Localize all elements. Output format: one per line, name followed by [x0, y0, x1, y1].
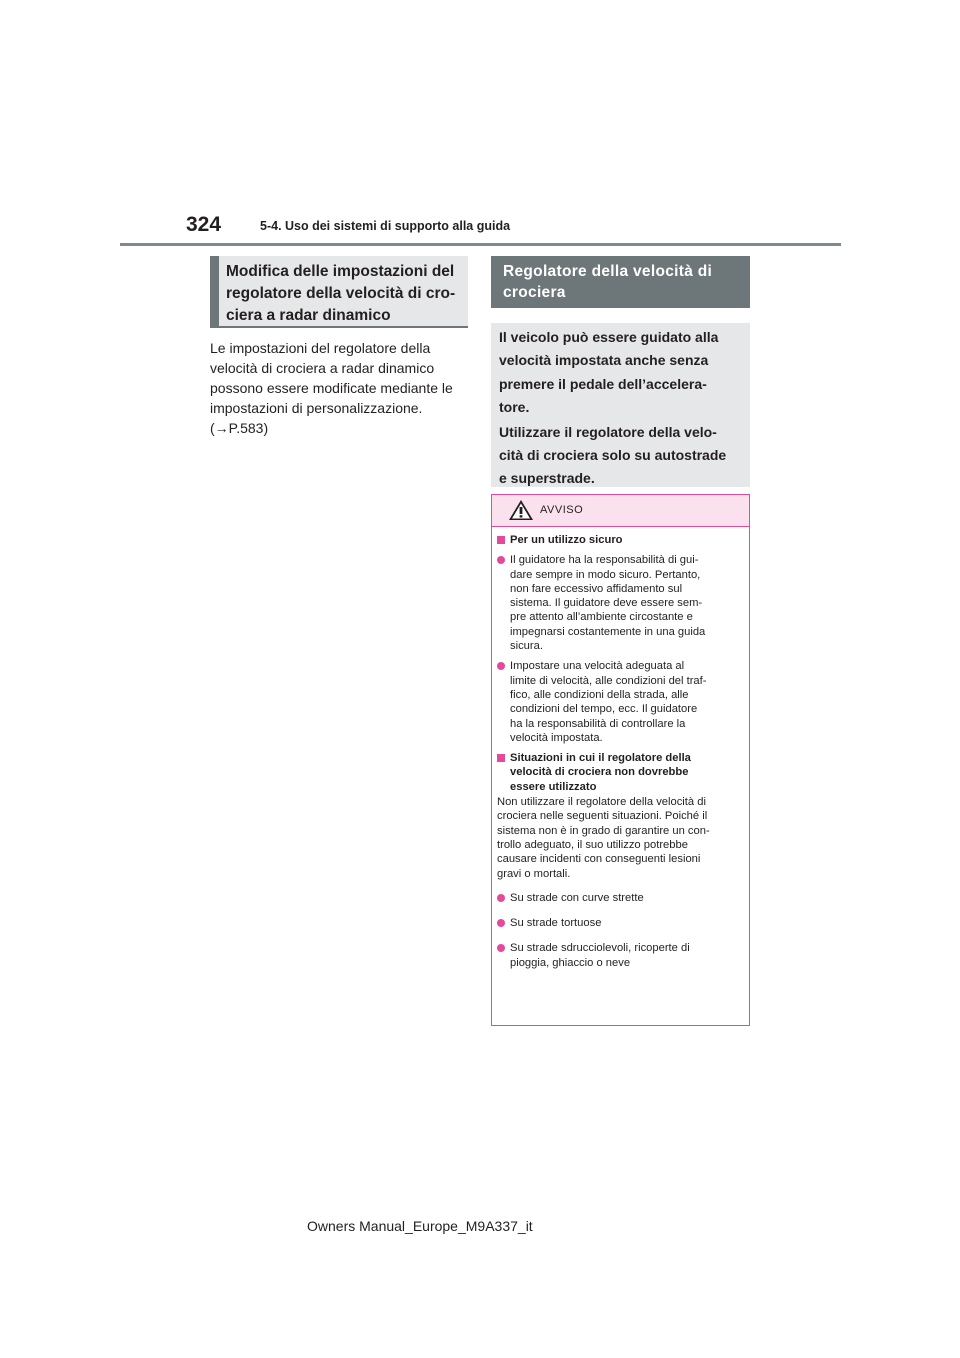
- warning-line: sistema. Il guidatore deve essere sem-: [510, 597, 703, 610]
- warning-line: sicura.: [510, 640, 543, 653]
- intro-line: cità di crociera solo su autostrade: [499, 447, 727, 464]
- warning-line: limite di velocità, alle condizioni del traf-: [510, 674, 707, 687]
- warning-line: causare incidenti con conseguenti lesioni: [497, 853, 701, 866]
- warning-line: gravi o mortali.: [497, 867, 571, 880]
- dot-bullet-icon: [497, 894, 505, 902]
- warning-line: Non utilizzare il regolatore della velocità di: [497, 796, 706, 809]
- intro-box: [491, 323, 750, 487]
- body-line: Le impostazioni del regolatore della: [210, 340, 431, 356]
- warning-line: essere utilizzato: [510, 780, 597, 793]
- intro-line: Utilizzare il regolatore della velo-: [499, 423, 717, 440]
- header-rule: [120, 243, 841, 246]
- warning-line: Per un utilizzo sicuro: [510, 534, 623, 546]
- dot-bullet-icon: [497, 944, 505, 952]
- warning-line: velocità di crociera non dovrebbe: [510, 766, 689, 779]
- warning-line: Su strade sdrucciolevoli, ricoperte di: [510, 942, 690, 955]
- warning-subheading: [497, 751, 743, 794]
- warning-line: fico, alle condizioni della strada, alle: [510, 688, 689, 701]
- warning-line: pre attento all’ambiente circostante e: [510, 611, 693, 624]
- square-bullet-icon: [497, 536, 505, 544]
- square-bullet-icon: [497, 754, 505, 762]
- heading-line: ciera a radar dinamico: [226, 307, 391, 324]
- warning-bullet-item: [497, 916, 743, 930]
- intro-line: e superstrade.: [499, 470, 595, 487]
- intro-line: velocità impostata anche senza: [499, 352, 709, 369]
- page-reference-link[interactable]: (→P.583): [210, 420, 269, 436]
- heading-line: crociera: [503, 284, 566, 301]
- dot-bullet-icon: [497, 662, 505, 670]
- body-line: impostazioni di personalizzazione.: [210, 400, 423, 416]
- warning-box: [491, 494, 750, 1026]
- body-line: possono essere modificate mediante le: [210, 380, 453, 396]
- warning-bullet-item: [497, 891, 743, 905]
- warning-line: pioggia, ghiaccio o neve: [510, 956, 631, 969]
- warning-line: ha la responsabilità di controllare la: [510, 717, 686, 730]
- warning-triangle-icon: [508, 499, 534, 521]
- left-body-text: [210, 338, 472, 438]
- footer-manual-id: Owners Manual_Europe_M9A337_it: [307, 1218, 533, 1234]
- dot-bullet-icon: [497, 556, 505, 564]
- page-number: 324: [186, 213, 222, 236]
- warning-line: Su strade con curve strette: [510, 891, 644, 904]
- right-section-heading: [491, 256, 750, 308]
- warning-line: trollo adeguato, il suo utilizzo potrebbe: [497, 838, 688, 851]
- warning-line: crociera nelle seguenti situazioni. Poiché il: [497, 810, 708, 823]
- warning-line: non fare eccessivo affidamento sul: [510, 582, 683, 595]
- warning-subheading: [497, 533, 743, 547]
- intro-line: Il veicolo può essere guidato alla: [499, 329, 719, 345]
- warning-content: [492, 527, 749, 970]
- heading-line: regolatore della velocità di cro-: [226, 285, 456, 302]
- warning-bullet-item: [497, 553, 743, 653]
- warning-paragraph: [497, 795, 743, 881]
- warning-line: impegnarsi costantemente in una guida: [510, 625, 706, 638]
- body-line: velocità di crociera a radar dinamico: [210, 360, 435, 376]
- warning-header: [492, 495, 749, 527]
- left-section-heading: [210, 256, 468, 328]
- warning-line: Il guidatore ha la responsabilità di gui-: [510, 554, 699, 567]
- warning-line: Situazioni in cui il regolatore della: [510, 752, 691, 765]
- heading-line: Modifica delle impostazioni del: [226, 263, 455, 280]
- dot-bullet-icon: [497, 919, 505, 927]
- warning-label: AVVISO: [540, 504, 584, 516]
- heading-line: Regolatore della velocità di: [503, 263, 713, 280]
- warning-line: dare sempre in modo sicuro. Pertanto,: [510, 568, 701, 581]
- warning-bullet-item: [497, 659, 743, 745]
- warning-line: Su strade tortuose: [510, 917, 602, 930]
- section-title: 5-4. Uso dei sistemi di supporto alla guida: [260, 219, 511, 233]
- warning-line: Impostare una velocità adeguata al: [510, 660, 685, 673]
- intro-paragraph: [499, 326, 742, 420]
- intro-paragraph: [499, 421, 742, 491]
- warning-line: sistema non è in grado di garantire un con-: [497, 824, 710, 837]
- warning-line: condizioni del tempo, ecc. Il guidatore: [510, 703, 698, 716]
- intro-line: premere il pedale dell’accelera-: [499, 375, 707, 392]
- warning-bullet-item: [497, 941, 743, 970]
- intro-line: tore.: [499, 399, 530, 416]
- warning-line: velocità impostata.: [510, 731, 603, 744]
